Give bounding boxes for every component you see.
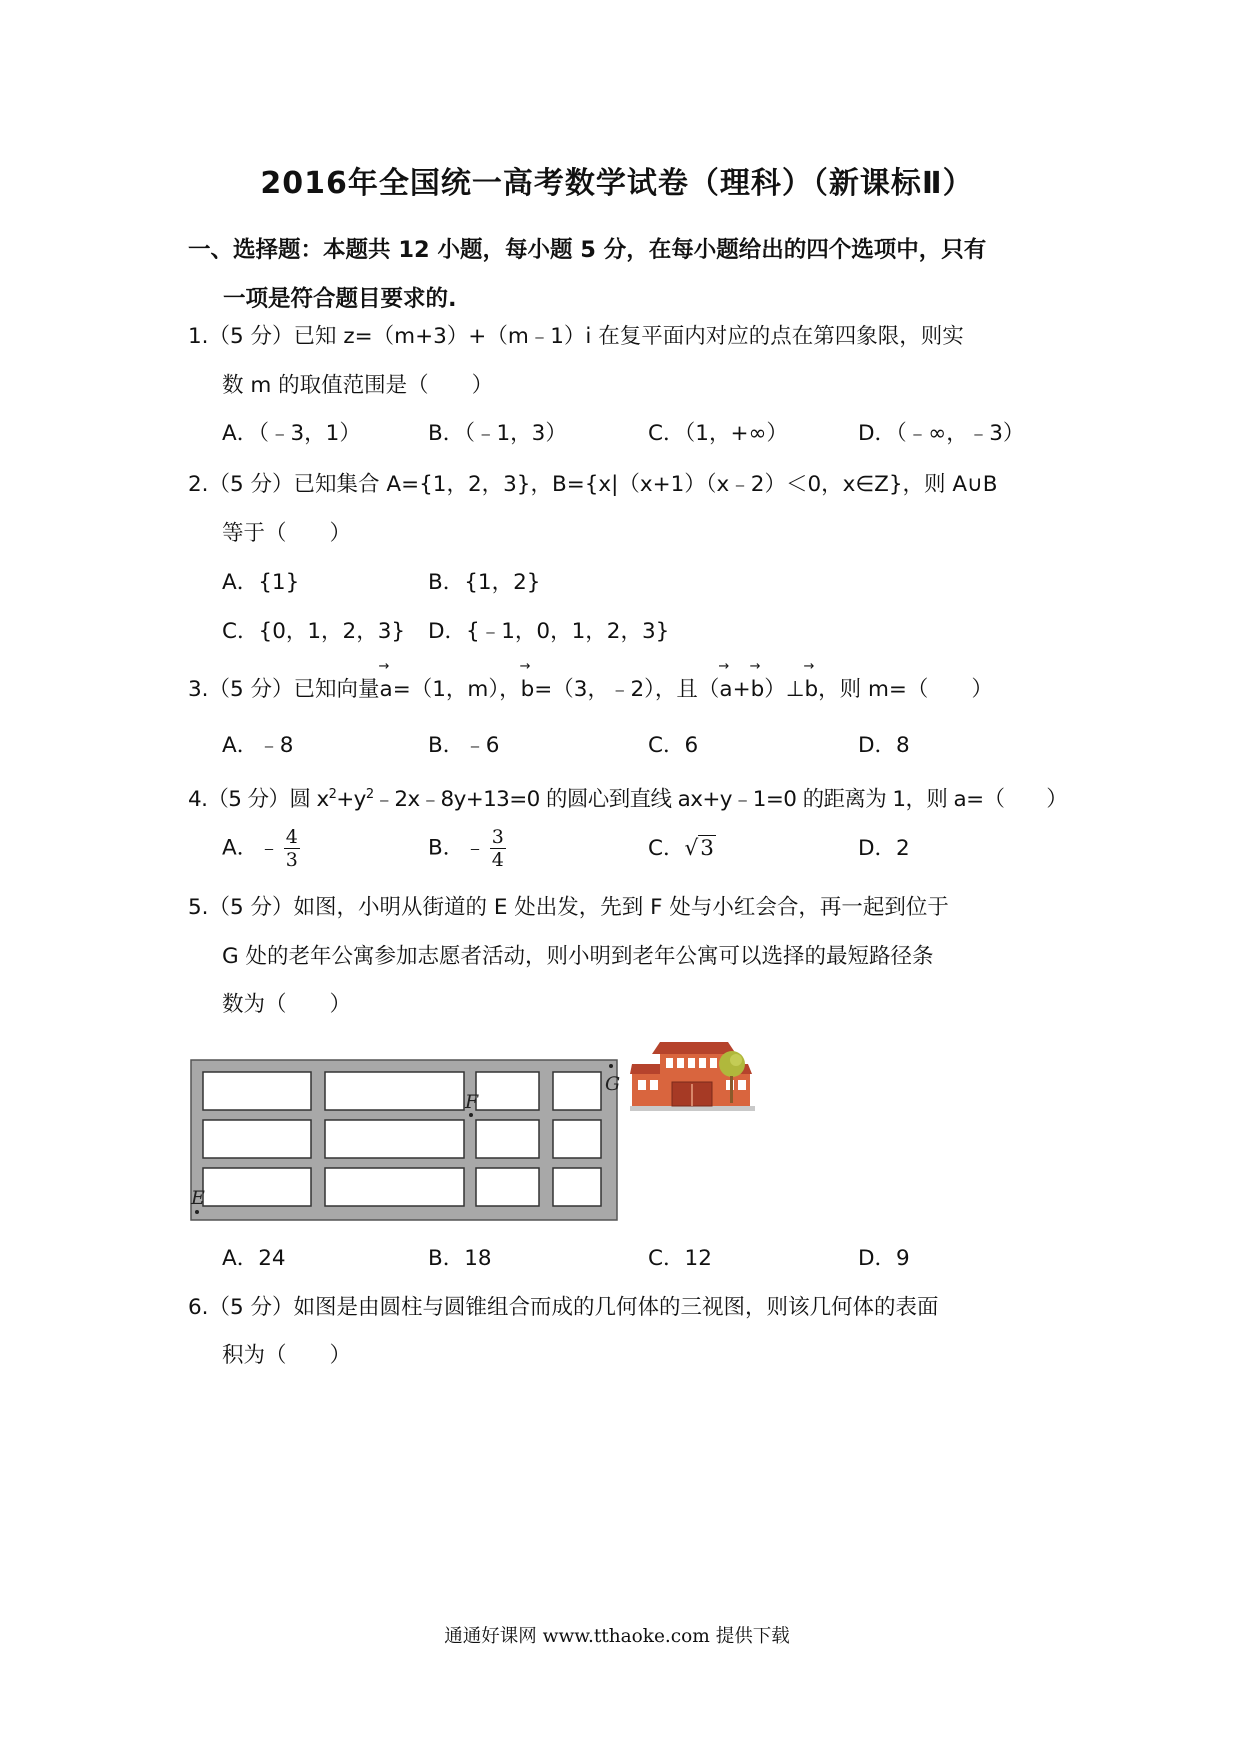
q3-plus: + [732, 677, 751, 702]
point-e-label: E [191, 1187, 205, 1209]
q2-line2: 等于（ ） [222, 521, 352, 546]
q3-option-d: D．8 [858, 733, 910, 758]
q4-option-b-fraction [490, 826, 506, 871]
q4-sup1: 2 [328, 787, 337, 802]
point-f-marker [469, 1113, 473, 1117]
q6-line2: 积为（ ） [222, 1343, 352, 1368]
q3-mid1: =（1，m）， [392, 677, 521, 702]
q4-option-c-label: C． [648, 836, 685, 861]
q2-line1: 2.（5 分）已知集合 A={1，2，3}，B={x|（x+1）（x﹣2）＜0，x∈Z}，则 A∪B [188, 472, 998, 497]
vector-b-3: → b [804, 675, 818, 705]
q3-prefix: 3.（5 分）已知向量 [188, 677, 380, 702]
block [325, 1168, 464, 1206]
section-heading-line2: 一项是符合题目要求的. [223, 286, 457, 312]
block [476, 1072, 539, 1110]
block [325, 1072, 464, 1110]
q4-option-d: D．2 [858, 836, 910, 861]
q5-option-b: B．18 [428, 1246, 492, 1271]
block [476, 1168, 539, 1206]
vector-a: → a [380, 675, 393, 705]
vector-b: → b [521, 675, 535, 705]
q4-option-b-numerator: 3 [491, 826, 504, 848]
q2-option-c: C．{0，1，2，3} [222, 619, 406, 644]
street-grid-figure [190, 1050, 630, 1225]
tree-trunk [730, 1076, 733, 1103]
q4-option-a-fraction [284, 826, 300, 871]
q5-option-a: A．24 [222, 1246, 286, 1271]
block [203, 1168, 311, 1206]
q4-option-a [222, 826, 300, 871]
q3-line1 [188, 675, 993, 705]
q4-sup2: 2 [365, 787, 374, 802]
block [476, 1120, 539, 1158]
q5-line3: 数为（ ） [222, 992, 352, 1017]
block [553, 1120, 601, 1158]
q3-mid3: ）⊥ [764, 677, 805, 702]
q2-option-a: A．{1} [222, 570, 300, 595]
q3-mid2: =（3，﹣2），且（ [534, 677, 720, 702]
q4-line1 [188, 780, 1067, 815]
q4-mid1: +y [336, 787, 366, 813]
block [553, 1168, 601, 1206]
q1-option-d: D．（﹣∞，﹣3） [858, 421, 1025, 446]
q4-suffix: ﹣2x﹣8y+13=0 的圆心到直线 ax+y﹣1=0 的距离为 1，则 a=（ ） [373, 787, 1068, 813]
point-f-label: F [465, 1091, 479, 1113]
q4-option-c-sqrt: √3 [684, 836, 714, 861]
point-g-label: G [605, 1073, 621, 1095]
q4-option-c [648, 834, 716, 864]
section-heading [188, 226, 1058, 324]
block [553, 1072, 601, 1110]
q4-option-a-numerator: 4 [285, 826, 298, 848]
q2-option-b: B．{1，2} [428, 570, 541, 595]
block [203, 1120, 311, 1158]
q5-option-d: D．9 [858, 1246, 910, 1271]
q4-option-a-label: A．﹣ [222, 835, 280, 861]
block [203, 1072, 311, 1110]
page-title: 2016年全国统一高考数学试卷（理科）（新课标Ⅱ） [260, 166, 974, 201]
tree-icon [716, 1048, 748, 1108]
section-heading-line1: 一、选择题：本题共 12 小题，每小题 5 分，在每小题给出的四个选项中，只有 [188, 237, 987, 263]
q3-option-b: B．﹣6 [428, 733, 500, 758]
q4-option-a-denominator: 3 [285, 849, 298, 871]
q3-option-c: C．6 [648, 733, 699, 758]
q4-option-b [428, 826, 506, 871]
roof-left [630, 1064, 660, 1074]
q1-option-c: C．（1，+∞） [648, 421, 788, 446]
vector-b-2: → b [751, 675, 765, 705]
q1-line2: 数 m 的取值范围是（ ） [222, 373, 494, 398]
q4-option-b-denominator: 4 [491, 849, 504, 871]
block [325, 1120, 464, 1158]
q1-line1: 1.（5 分）已知 z=（m+3）+（m﹣1）i 在复平面内对应的点在第四象限，则实 [188, 324, 964, 349]
tree-crown-shade [730, 1054, 742, 1066]
q6-line1: 6.（5 分）如图是由圆柱与圆锥组合而成的几何体的三视图，则该几何体的表面 [188, 1295, 939, 1320]
q5-option-c: C．12 [648, 1246, 712, 1271]
q4-option-b-label: B．﹣ [428, 835, 486, 861]
q5-line1: 5.（5 分）如图，小明从街道的 E 处出发，先到 F 处与小红会合，再一起到位于 [188, 895, 949, 920]
q4-option-c-radicand: 3 [700, 836, 714, 861]
q3-option-a: A．﹣8 [222, 733, 294, 758]
point-g-marker [609, 1064, 613, 1068]
q1-option-a: A．（﹣3，1） [222, 421, 361, 446]
q4-prefix: 4.（5 分）圆 x [188, 787, 329, 813]
q1-option-b: B．（﹣1，3） [428, 421, 567, 446]
q5-line2: G 处的老年公寓参加志愿者活动，则小明到老年公寓可以选择的最短路径条 [222, 944, 934, 969]
q2-option-d: D．{﹣1，0，1，2，3} [428, 619, 670, 644]
q3-suffix: ，则 m=（ ） [818, 677, 993, 702]
point-e-marker [195, 1210, 199, 1214]
footer-credit: 通通好课网 www.tthaoke.com 提供下载 [444, 1626, 790, 1647]
vector-a-2: → a [719, 675, 732, 705]
